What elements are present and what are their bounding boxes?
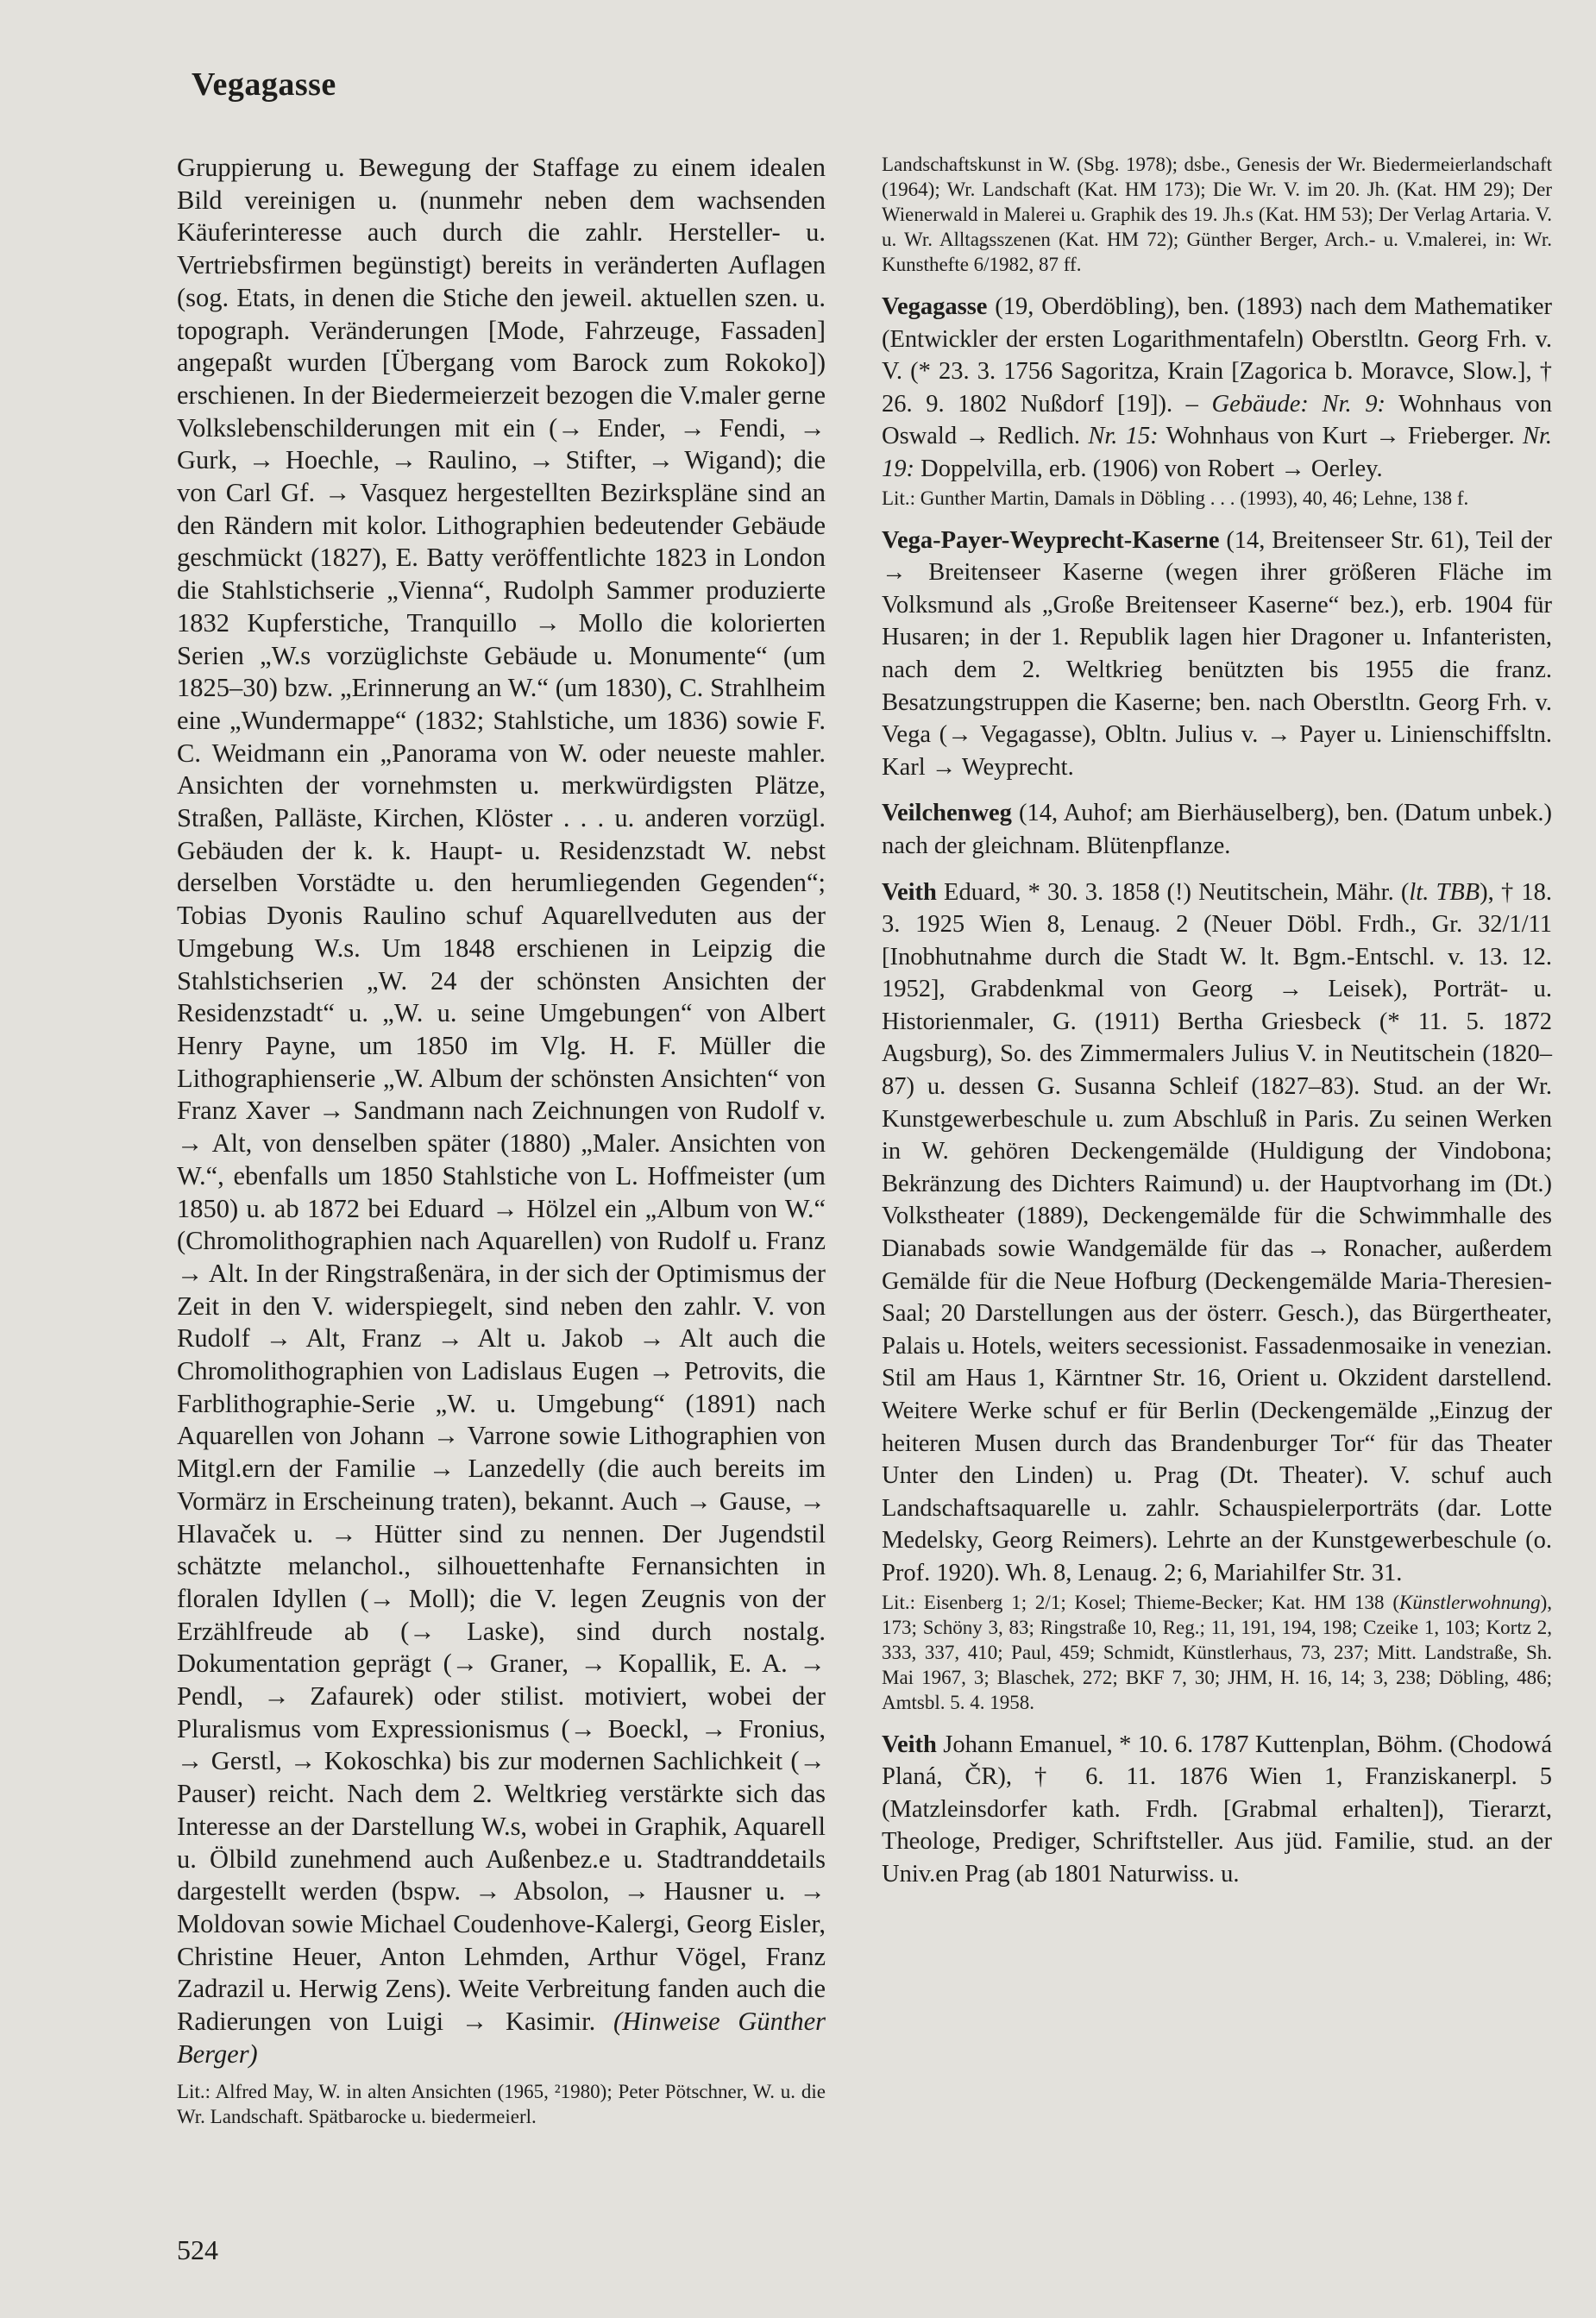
headword: Veith [882,1731,937,1758]
page-number: 524 [177,2234,218,2265]
literature-note-continued: Landschaftskunst in W. (Sbg. 1978); dsbe., Genesis der Wr. Biedermeierlandschaft (1964); Wr. Landschaft (Kat. HM 173); Die Wr. V. im 20. Jh. (Kat. HM 29); Der Wienerwald in Malerei u. Graphik des 19. Jh.s (Kat. HM 53); Der Verlag Artaria. V. u. Wr. Alltagsszenen (Kat. HM 72); Günther Berger, Arch.- u. V.malerei, in: Wr. Kunsthefte 6/1982, 87 ff. [882,154,1552,275]
article-body-continued: Gruppierung u. Bewegung der Staffage zu einem idealen Bild vereinigen u. (nunmehr neben dem wachsenden Käuferinteresse auch durch die zahlr. Hersteller- u. Vertriebsfirmen begünstigt) bereits in veränderten Auflagen (sog. Etats, in denen die Stiche den jeweil. aktuellen szen. u. topograph. Veränderungen [Mode, Fahrzeuge, Fassaden] angepaßt wurden [Übergang vom Barock zum Rokoko]) erschienen. In der Biedermeierzeit bezogen die V.maler gerne Volkslebenschilderungen mit ein (→ Ender, → Fendi, → Gurk, → Hoechle, → Raulino, → Stifter, → Wigand); die von Carl Gf. → Vasquez hergestellten Bezirkspläne sind an den Rändern mit kolor. Lithographien bedeutender Gebäude geschmückt (1827), E. Batty veröffentlichte 1823 in London die Stahlstichserie „Vienna“, Rudolph Sammer produzierte 1832 Kupferstiche, Tranquillo → Mollo die kolorierten Serien „W.s vorzüglichste Gebäude u. Monumente“ (um 1825–30) bzw. „Erinnerung an W.“ (um 1830), C. Strahlheim eine „Wundermappe“ (1832; Stahlstiche, um 1836) sowie F. C. Weidmann ein „Panorama von W. oder neueste mahler. Ansichten der vornehmsten u. merkwürdigsten Plätze, Straßen, Palläste, Kirchen, Klöster . . . u. anderen vorzügl. Gebäuden der k. k. Haupt- u. Residenzstadt W. nebst derselben Vorstädte u. den herumliegenden Gegenden“; Tobias Dyonis Raulino schuf Aquarellveduten aus der Umgebung W.s. Um 1848 erschienen in Leipzig die Stahlstichserien „W. 24 der schönsten Ansichten der Residenzstadt“ u. „W. u. seine Umgebungen“ von Albert Henry Payne, um 1850 im Vlg. H. F. Müller die Lithographienserie „W. Album der schönsten Ansichten“ von Franz Xaver → Sandmann nach Zeichnungen von Rudolf v. → Alt, von denselben später (1880) „Maler. Ansichten von W.“, ebenfalls um 1850 Stahlstiche von L. Hoffmeister (um 1850) u. ab 1872 bei Eduard → Hölzel ein „Album von W.“ (Chromolithographien nach Aquarellen) von Rudolf u. Franz → Alt. In der Ringstraßenära, in der sich der Optimismus der Zeit in den V. widerspiegelt, sind neben den zahlr. V. von Rudolf → Alt, Franz → Alt u. Jakob → Alt auch die Chromolithographien von Ladislaus Eugen → Petrovits, die Farblithographie-Serie „W. u. Umgebung“ (1891) nach Aquarellen von Johann → Varrone sowie Lithographien von Mitgl.ern der Familie → Lanzedelly (die auch bereits im Vormärz in Erscheinung traten), bekannt. Auch → Gause, → Hlavaček u. → Hütter sind zu nennen. Der Jugendstil schätzte melanchol., silhouettenhafte Fernansichten in floralen Idyllen (→ Moll); die V. legen Zeugnis von der Erzählfreude ab (→ Laske), sind durch nostalg. Dokumentation geprägt (→ Graner, → Kopallik, E. A. → Pendl, → Zafaurek) oder stilist. motiviert, wobei der Pluralismus vom Expressionismus (→ Boeckl, → Fronius, → Gerstl, → Kokoschka) bis zur modernen Sachlichkeit (→ Pauser) reicht. Nach dem 2. Weltkrieg verstärkte sich das Interesse an der Darstellung W.s, wobei in Graphik, Aquarell u. Ölbild zunehmend auch Außenbez.e u. Stadtranddetails dargestellt werden (bspw. → Absolon, → Hausner u. → Moldovan sowie Michael Coudenhove-Kalergi, Georg Eisler, Christine Heuer, Anton Lehmden, Arthur Vögel, Franz Zadrazil u. Herwig Zens). Weite Verbreitung fanden auch die Radierungen von Luigi → Kasimir. (Hinweise Günther Berger) [177,153,826,2069]
entry-vegagasse: Vegagasse (19, Oberdöbling), ben. (1893) nach dem Mathematiker (Entwickler der ersten Logarithmentafeln) Oberstltn. Georg Frh. v. V. (* 23. 3. 1756 Sagoritza, Krain [Zagorica b. Moravce, Slow.], † 26. 9. 1802 Nußdorf [19]). – Gebäude: Nr. 9: Wohnhaus von Oswald → Redlich. Nr. 15: Wohnhaus von Kurt → Frieberger. Nr. 19: Doppelvilla, erb. (1906) von Robert → Oerley. [882,293,1553,482]
running-head: Vegagasse [192,66,336,103]
headword: Veilchenweg [882,800,1012,827]
literature-note: Lit.: Gunther Martin, Damals in Döbling . . . (1993), 40, 46; Lehne, 138 f. [882,487,1469,509]
left-column [177,152,826,2129]
literature-note: Lit.: Alfred May, W. in alten Ansichten (1965, ²1980); Peter Pötschner, W. u. die Wr. Landschaft. Spätbarocke u. biedermeierl. [177,2081,826,2128]
headword: Vega-Payer-Weyprecht-Kaserne [882,526,1220,554]
entry-veith-johann-emanuel: Veith Johann Emanuel, * 10. 6. 1787 Kuttenplan, Böhm. (Chodowá Planá, ČR), † 6. 11. 1876 Wien 1, Franziskanerpl. 5 (Matzleinsdorfer kath. Frdh. [Grabmal erhalten]), Tierarzt, Theologe, Prediger, Schriftsteller. Aus jüd. Familie, stud. an der Univ.en Prag (ab 1801 Naturwiss. u. [882,1731,1552,1888]
author-attribution: (Hinweise Günther Berger) [177,2007,826,2069]
headword: Vegagasse [882,293,988,320]
entry-vega-payer-weyprecht-kaserne: Vega-Payer-Weyprecht-Kaserne (14, Breitenseer Str. 61), Teil der → Breitenseer Kaserne (wegen ihrer größeren Fläche im Volksmund als „Große Breitenseer Kaserne“ bez.), erb. 1904 für Husaren; in der 1. Republik lagen hier Dragoner u. Infanteristen, nach dem 2. Weltkrieg benützten bis 1955 die franz. Besatzungstruppen die Kaserne; ben. nach Oberstltn. Georg Frh. v. Vega (→ Vegagasse), Obltn. Julius v. → Payer u. Linienschiffsltn. Karl → Weyprecht. [882,526,1552,781]
right-column [882,152,1552,1891]
headword: Veith [882,878,937,906]
literature-note: Lit.: Eisenberg 1; 2/1; Kosel; Thieme-Becker; Kat. HM 138 (Künstlerwohnung), 173; Schöny 3, 83; Ringstraße 10, Reg.; 11, 191, 194, 198; Czeike 1, 103; Kortz 2, 333, 337, 410; Paul, 459; Schmidt, Künstlerhaus, 73, 237; Mitt. Landstraße, Sh. Mai 1967, 3; Blaschek, 272; BKF 7, 30; JHM, H. 16, 14; 3, 238; Döbling, 486; Amtsbl. 5. 4. 1958. [882,1591,1552,1713]
entry-veith-eduard: Veith Eduard, * 30. 3. 1858 (!) Neutitschein, Mähr. (lt. TBB), † 18. 3. 1925 Wien 8, Lenaug. 2 (Neuer Döbl. Frdh., Gr. 32/1/11 [Inobhutnahme durch die Stadt W. lt. Bgm.-Entschl. v. 13. 12. 1952], Grabdenkmal von Georg → Leisek), Porträt- u. Historienmaler, G. (1911) Bertha Griesbeck (* 11. 5. 1872 Augsburg), So. des Zimmermalers Julius V. in Neutitschein (1820–87) u. dessen G. Susanna Schleif (1827–83). Stud. an der Wr. Kunstgewerbeschule u. zum Abschluß in Paris. Zu seinen Werken in W. gehören Deckengemälde (Huldigung der Vindobona; Bekränzung des Dichters Raimund) u. der Hauptvorhang im (Dt.) Volkstheater (1889), Deckengemälde für die Schwimmhalle des Dianabads sowie Wandgemälde für das → Ronacher, außerdem Gemälde für die Neue Hofburg (Deckengemälde Maria-Theresien-Saal; 20 Darstellungen aus der österr. Gesch.), das Bürgertheater, Palais u. Hotels, weiters secessionist. Fassadenmosaike in venezian. Stil am Haus 1, Kärntner Str. 16, Orient u. Okzident darstellend. Weitere Werke schuf er für Berlin (Deckengemälde „Einzug der heiteren Musen durch das Brandenburger Tor“ für das Theater Unter den Linden) u. Prag (Dt. Theater). V. schuf auch Landschaftsaquarelle u. zahlr. Schauspielerporträts (dar. Lotte Medelsky, Georg Reimers). Lehrte an der Kunstgewerbeschule (o. Prof. 1920). Wh. 8, Lenaug. 2; 6, Mariahilfer Str. 31. [882,878,1553,1586]
entry-veilchenweg: Veilchenweg (14, Auhof; am Bierhäuselberg), ben. (Datum unbek.) nach der gleichnam. Blütenpflanze. [882,800,1552,859]
